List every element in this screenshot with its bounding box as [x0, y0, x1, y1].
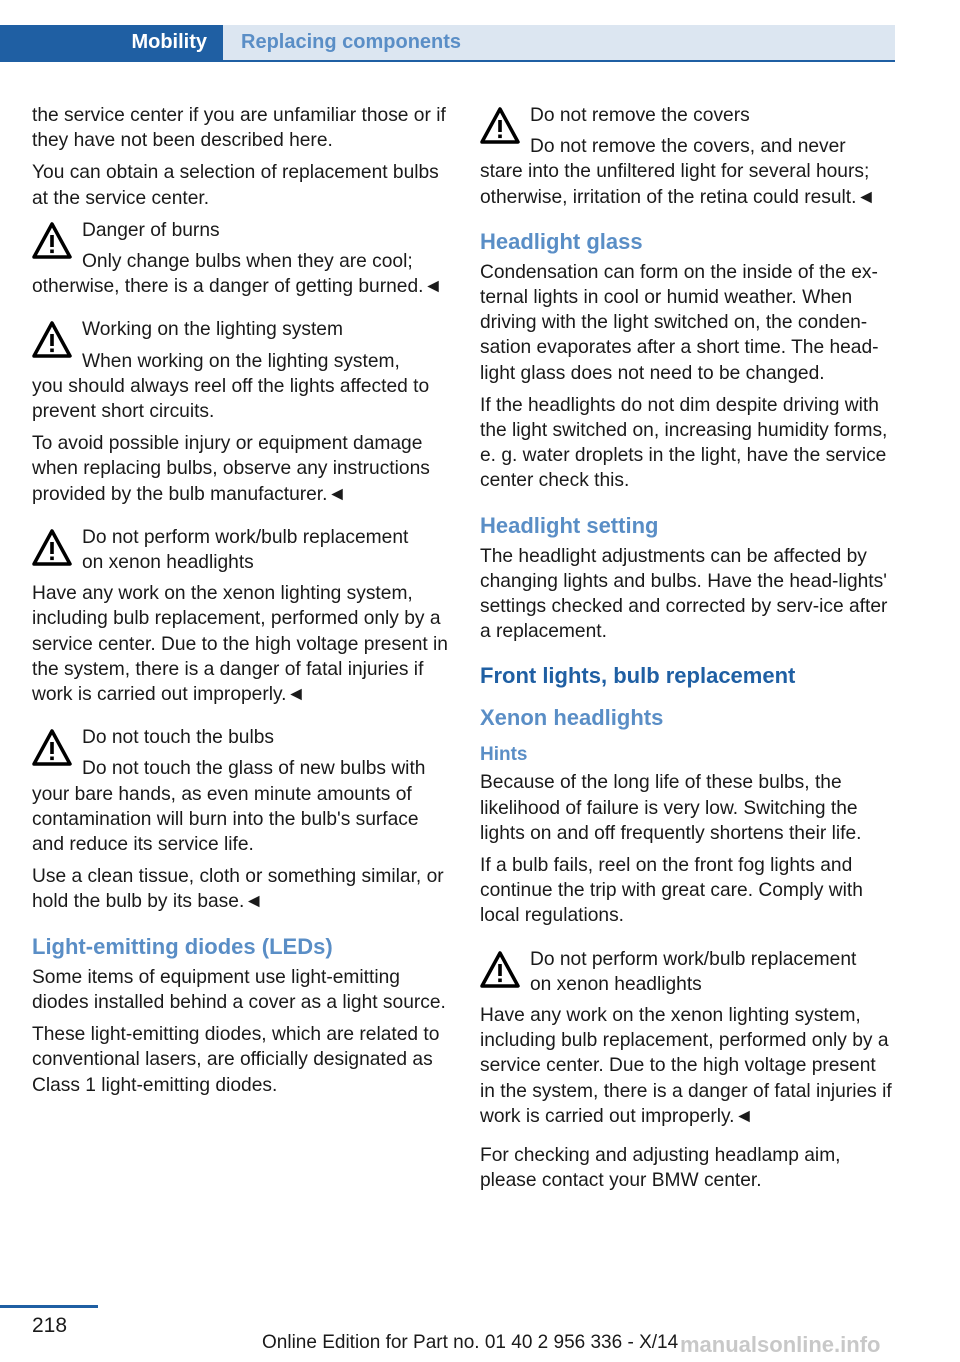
right-column [480, 103, 895, 1201]
warning-title: Danger of burns [82, 219, 220, 241]
led-paragraph-2: These light-emitting diodes, which are related to conventional lasers, are officially designated as Class 1 light-emitting diodes. [32, 1024, 440, 1096]
warning-triangle-icon [32, 320, 72, 360]
warning-touch-bulbs [32, 725, 448, 857]
warning-first-line: Do not touch the glass of new bulbs with [82, 758, 426, 780]
page-number: 218 [32, 1314, 68, 1337]
watermark: manualsonline.info [680, 1332, 881, 1357]
warning-title: Do not touch the bulbs [82, 727, 275, 749]
warning-title: Do not perform work/bulb replacement [82, 526, 409, 548]
chapter-tab: Mobility [0, 25, 223, 60]
warning-title: Do not remove the covers [530, 105, 750, 126]
warning-xenon-2 [480, 947, 895, 1129]
setting-paragraph-1: The headlight adjustments can be affected by changing lights and bulbs. Have the head-lights' settings checked and corrected by serv-ice after a replacement. [480, 545, 888, 643]
warning-first-line: Only change bulbs when they are cool; [82, 251, 413, 273]
intro-paragraph-2: You can obtain a selection of replacement bulbs at the service center. [32, 162, 439, 209]
warning-lighting-system [32, 317, 448, 424]
hints-paragraph-1: Because of the long life of these bulbs, the likelihood of failure is very low. Switching the lights on and off frequently shortens their life. [480, 772, 862, 844]
warning-first-line: When working on the lighting system, [82, 350, 400, 372]
header-rule [0, 60, 895, 62]
warning-first-line: Do not remove the covers, and never [530, 136, 846, 158]
glass-paragraph-2: If the headlights do not dim despite driving with the light switched on, increasing humidity forms, e. g. water droplets in the light, have the service center check this. [480, 394, 888, 492]
led-paragraph-1: Some items of equipment use light-emitting diodes installed behind a cover as a light source. [32, 966, 446, 1013]
warning-xenon [32, 525, 448, 707]
warning-body: Have any work on the xenon lighting system, including bulb replacement, performed only by a service center. Due to the high voltage present in the system, there is a danger of fatal injuries if work is carried out improperly.◄ [480, 1005, 892, 1127]
warning-title: Do not perform work/bulb replacement [530, 948, 857, 970]
warning-burns [32, 218, 448, 300]
footer-rule [0, 1305, 98, 1308]
section-heading-front-lights: Front lights, bulb replacement [480, 663, 796, 689]
section-heading-leds: Light-emitting diodes (LEDs) [32, 933, 333, 959]
warning-body: Have any work on the xenon lighting system, including bulb replacement, performed only by a service center. Due to the high voltage present in the system, there is a danger of fatal injuries if work is carried out improperly.◄ [32, 583, 448, 706]
warning-first-line: on xenon headlights [82, 552, 254, 574]
subheading-hints: Hints [480, 744, 528, 766]
warning-triangle-icon [480, 106, 520, 146]
warning-title: Working on the lighting system [82, 319, 343, 341]
warning-body: you should always reel off the lights affected to prevent short circuits. [32, 375, 430, 423]
edition-text: Online Edition for Part no. 01 40 2 956 336 - X/14 [262, 1332, 679, 1353]
warning-triangle-icon [32, 528, 72, 568]
touch-paragraph-2: Use a clean tissue, cloth or something similar, or hold the bulb by its base.◄ [32, 866, 444, 913]
section-tab: Replacing components [223, 25, 895, 60]
section-heading-headlight-glass: Headlight glass [480, 228, 643, 254]
intro-paragraph-1: the service center if you are unfamiliar those or if they have not been described here. [32, 105, 446, 152]
hints-paragraph-2: If a bulb fails, reel on the front fog lights and continue the trip with great care. Comply with local regulations. [480, 855, 863, 927]
warning-covers [480, 103, 895, 210]
warning-first-line: on xenon headlights [530, 973, 702, 995]
lighting-paragraph-2: To avoid possible injury or equipment damage when replacing bulbs, observe any instructions provided by the bulb manufacturer.◄ [32, 433, 430, 505]
warning-body: otherwise, there is a danger of getting burned.◄ [32, 276, 443, 298]
glass-paragraph-1: Condensation can form on the inside of the ex-ternal lights in cool or humid weather. When driving with the light switched on, the conden-sation evaporates after a short time. The head-light glass does not need to be changed. [480, 261, 879, 384]
left-column [32, 103, 448, 1105]
warning-triangle-icon [32, 728, 72, 768]
section-heading-headlight-setting: Headlight setting [480, 512, 659, 538]
aim-paragraph: For checking and adjusting headlamp aim, please contact your BMW center. [480, 1145, 841, 1192]
page-header [0, 25, 895, 62]
warning-body: your bare hands, as even minute amounts of contamination will burn into the bulb's surface and reduce its service life. [32, 783, 419, 856]
warning-triangle-icon [32, 221, 72, 261]
section-heading-xenon: Xenon headlights [480, 705, 664, 731]
warning-triangle-icon [480, 950, 520, 990]
warning-body: stare into the unfiltered light for several hours; otherwise, irritation of the retina could result.◄ [480, 161, 876, 208]
